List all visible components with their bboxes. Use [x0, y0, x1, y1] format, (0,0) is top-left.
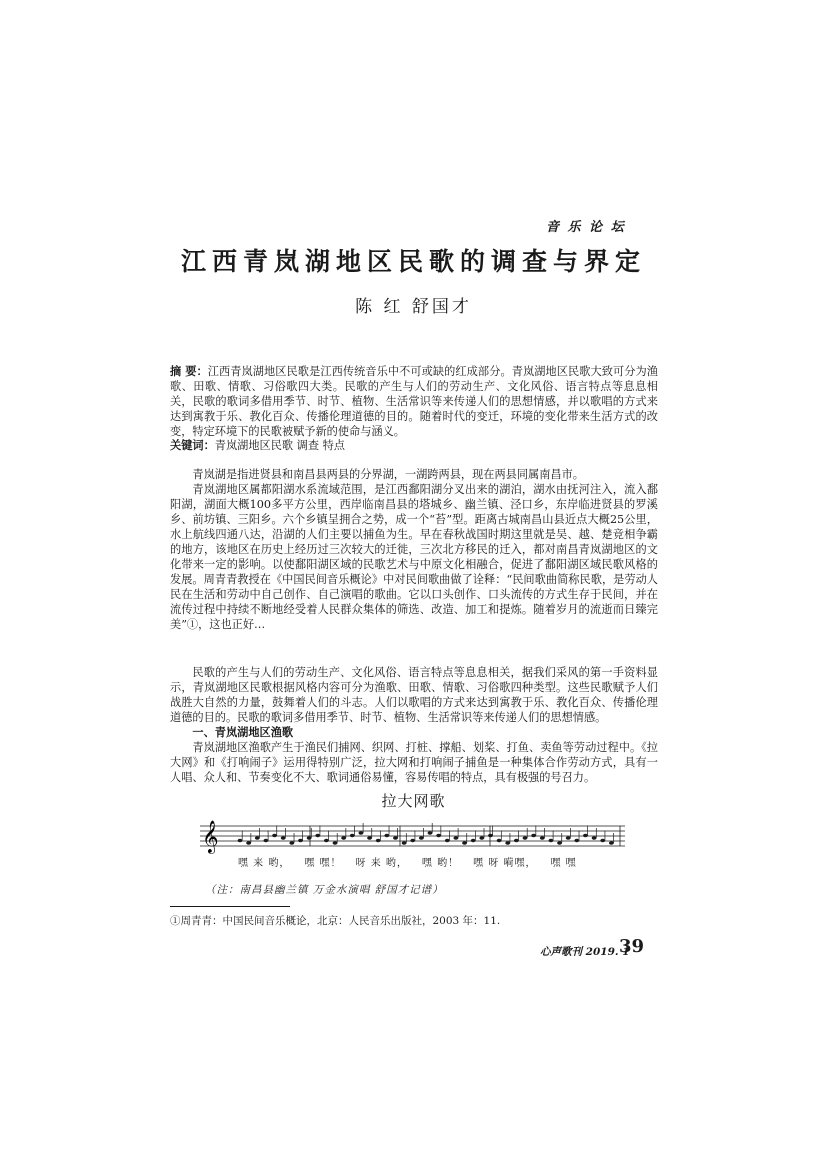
body-section-1 — [170, 467, 658, 632]
note-head — [488, 834, 493, 838]
note-head — [531, 834, 536, 838]
note-head — [566, 836, 571, 840]
abstract — [170, 364, 658, 439]
note-head — [462, 841, 467, 845]
note-head — [393, 836, 398, 840]
note-head — [384, 834, 389, 838]
paragraph: 青岚湖地区属都阳湖水系流域范围，是江西鄱阳湖分叉出来的湖泊，湖水由抚河注入，流入鄱阳湖，湖面大概100多平方公里，西岸临南昌县的塔城乡、幽兰镇、泾口乡，东岸临进贤县的罗溪乡、前坊镇、三阳乡。六个乡镇呈拥合之势，成一个“苔”型。距离古城南昌山县近点大概25公里，水上航线四通八达，沿湖的人们主要以捕鱼为生。早在春秋战国时期这里就是吴、越、楚竞相争霸的地方，该地区在历史上经历过三次较大的迁徙，三次北方移民的迁入，都对南昌青岚湖地区的文化带来一定的影响。以使鄱阳湖区域的民歌艺术与中原文化相融合，促进了鄱阳湖区域民歌风格的发展。周青青教授在《中国民间音乐概论》中对民间歌曲做了诠释：“民间歌曲简称民歌，是劳动人民在生活和劳动中自己创作、自己演唱的歌曲。它以口头创作、口头流传的方式生存于民间，并在流传过程中持续不断地经受着人民群众集体的筛选、改造、加工和提炼。随着岁月的流逝而日臻完美”①，这也正好… — [170, 483, 658, 631]
paragraph: 青岚湖是指进贤县和南昌县两县的分界湖，一湖跨两县，现在两县同属南昌市。 — [192, 468, 584, 481]
lyric-syllable: 嘿 来 哟， — [238, 858, 291, 869]
treble-clef-icon: 𝄞 — [202, 820, 219, 853]
lyric-syllable: 呀 来 哟， — [355, 858, 408, 869]
note-head — [410, 839, 415, 843]
keywords-text: 青岚湖地区民歌 调查 特点 — [214, 439, 345, 452]
note-head — [574, 839, 579, 843]
note-head — [333, 841, 338, 845]
paragraph: 民歌的产生与人们的劳动生产、文化风俗、语言特点等息息相关，据我们采风的第一手资料显示，青岚湖地区民歌根据风格内容可分为渔歌、田歌、情歌、习俗歌四种类型。这些民歌赋予人们战胜大自然的力量，鼓舞着人们的斗志。人们以歌唱的方式来达到寓教于乐、教化百众、传播伦理道德的目的。民歌的歌词多借用季节、时节、植物、生活常识等来传递人们的思想情感。 — [170, 666, 658, 724]
lyrics — [238, 854, 638, 869]
note-head — [255, 836, 260, 840]
note-head — [359, 831, 364, 835]
abstract-label: 摘 要： — [170, 364, 208, 378]
journal-name: 心声歌刊 2019. 1 — [540, 946, 630, 958]
note-head — [264, 839, 269, 843]
note-head — [549, 839, 554, 843]
note-head — [238, 839, 243, 843]
note-head — [341, 836, 346, 840]
note-head — [479, 836, 484, 840]
keywords — [170, 438, 658, 453]
abstract-text: 江西青岚湖地区民歌是江西传统音乐中不可或缺的红成部分。青岚湖地区民歌大致可分为渔歌、田歌、情歌、习俗歌四大类。民歌的产生与人们的劳动生产、文化风俗、语言特点等息息相关，民歌的歌词多借用季节、时节、植物、生活常识等来传递人们的思想情感，并以歌唱的方式来达到寓教于乐、教化百众、传播伦理道德的目的。随着时代的变迁，环境的变化带来生活方式的改变，特定环境下的民歌被赋予新的使命与涵义。 — [170, 365, 658, 438]
note-head — [600, 839, 605, 843]
note-head — [445, 839, 450, 843]
note-head — [324, 839, 329, 843]
note-head — [367, 836, 372, 840]
body-section-2 — [170, 665, 658, 785]
note-head — [523, 836, 528, 840]
note-head — [298, 839, 303, 843]
lyric-syllable: 嘿 嘿！ — [304, 858, 342, 869]
note-head — [289, 841, 294, 845]
note-head — [272, 834, 277, 838]
article-authors: 陈 红 舒国才 — [355, 297, 472, 317]
note-head — [540, 836, 545, 840]
note-head — [428, 831, 433, 835]
lyric-syllable: 嘿 哟！ — [421, 858, 460, 869]
column-tag: 音 乐 论 坛 — [546, 220, 626, 235]
note-head — [246, 841, 251, 845]
note-head — [471, 839, 476, 843]
score-source-note: （注：南昌县幽兰镇 万金水演唱 舒国才记谱） — [205, 884, 444, 896]
note-head — [557, 841, 562, 845]
note-head — [583, 834, 588, 838]
note-head — [592, 836, 597, 840]
footnote: ①周青青：中国民间音乐概论，北京：人民音乐出版社，2003 年：11. — [170, 915, 501, 927]
section-heading: 一、青岚湖地区渔歌 — [192, 725, 294, 739]
note-head — [436, 834, 441, 838]
note-head — [315, 834, 320, 838]
keywords-label: 关键词： — [170, 438, 215, 452]
lyric-syllable: 嘿 嘿 — [550, 858, 577, 869]
note-head — [505, 841, 510, 845]
note-head — [281, 836, 286, 840]
paragraph: 青岚湖地区渔歌产生于渔民们捕网、织网、打桩、撑船、划桨、打鱼、卖鱼等劳动过程中。《拉大网》和《打响闹子》运用得特别广泛，拉大网和打响闹子捕鱼是一种集体合作劳动方式，具有一人唱、众人和、节奏变化不大、歌词通俗易懂，容易传唱的特点，具有极强的号召力。 — [170, 741, 658, 784]
song-title: 拉大网歌 — [381, 792, 446, 810]
article-title: 江西青岚湖地区民歌的调查与界定 — [180, 247, 646, 276]
note-head — [419, 836, 424, 840]
footnote-divider — [170, 906, 290, 907]
notes — [238, 823, 620, 846]
note-head — [454, 836, 459, 840]
note-head — [402, 841, 407, 845]
note-head — [376, 839, 381, 843]
music-staff — [200, 816, 630, 856]
note-head — [307, 836, 312, 840]
note-head — [350, 834, 355, 838]
note-head — [514, 839, 519, 843]
lyric-syllable: 嘿 呀 嗬嘿， — [473, 858, 537, 869]
note-head — [497, 839, 502, 843]
note-head — [609, 841, 614, 845]
page-number: 39 — [619, 936, 645, 957]
